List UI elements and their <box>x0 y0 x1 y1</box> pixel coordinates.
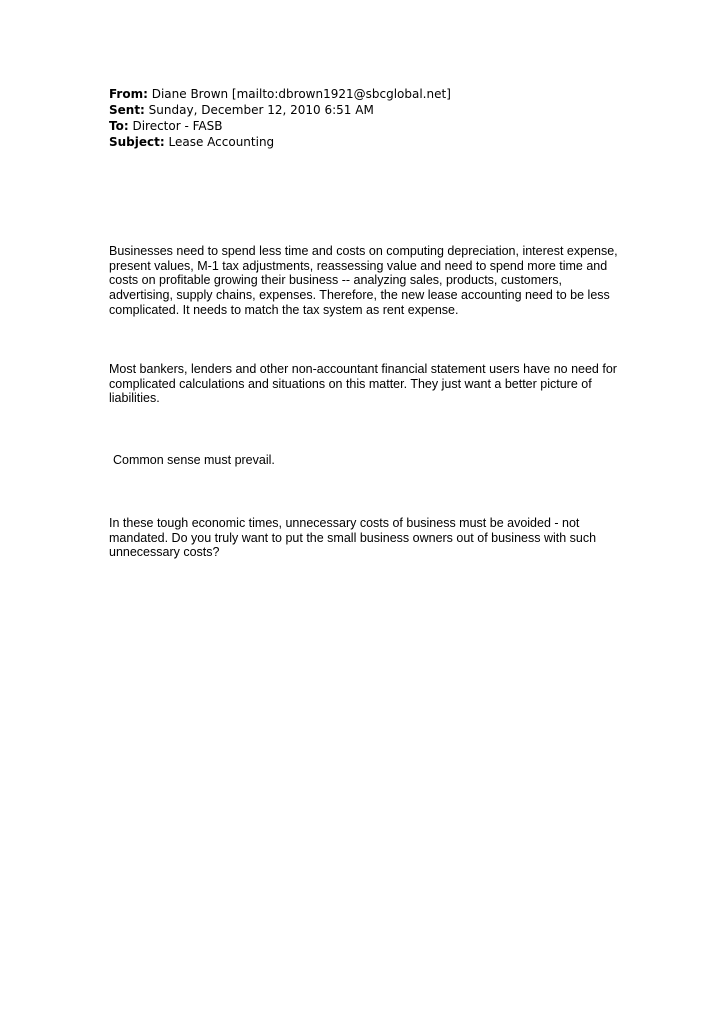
email-header <box>109 86 451 150</box>
body-paragraph-1: Businesses need to spend less time and costs on computing depreciation, interest expense, present values, M-1 tax adjustments, reassessing value and need to spend more time and costs on profitable growing their business -- analyzing sales, products, customers, advertising, supply chains, expenses. Therefore, the new lease accounting need to be less complicated. It needs to match the tax system as rent expense. <box>109 244 618 317</box>
subject-value: Lease Accounting <box>164 135 275 149</box>
body-paragraph-2: Most bankers, lenders and other non-accountant financial statement users have no need for complicated calculations and situations on this matter. They just want a better picture of liabilities. <box>109 362 617 406</box>
subject-line <box>109 134 451 150</box>
from-value: Diane Brown [mailto:dbrown1921@sbcglobal.net] <box>147 87 451 101</box>
subject-label: Subject: <box>109 135 165 149</box>
sent-label: Sent: <box>109 103 145 117</box>
sent-value: Sunday, December 12, 2010 6:51 AM <box>144 103 374 117</box>
to-line <box>109 118 451 134</box>
body-paragraph-4: In these tough economic times, unnecessary costs of business must be avoided - not mandated. Do you truly want to put the small business owners out of business with such unnecessary costs? <box>109 516 597 560</box>
to-value: Director - FASB <box>128 119 223 133</box>
sent-line <box>109 102 451 118</box>
to-label: To: <box>109 119 129 133</box>
from-label: From: <box>109 87 148 101</box>
body-paragraph-3: Common sense must prevail. <box>113 453 275 467</box>
from-line <box>109 86 451 102</box>
